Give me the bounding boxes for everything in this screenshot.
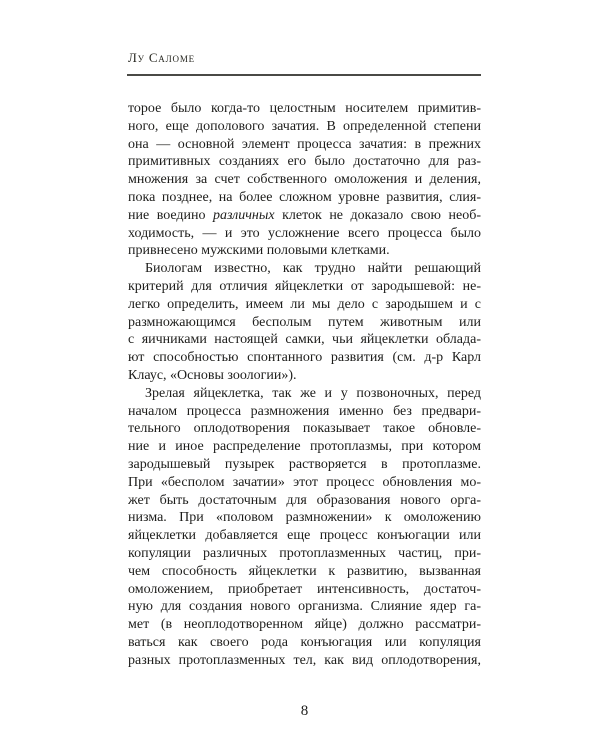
text-segment: При «бесполом зачатии» этот процесс обновления мо-: [128, 474, 481, 490]
text-segment: омоложением, приобретает интенсивность, достаточ-: [128, 581, 481, 597]
text-line: [128, 189, 481, 207]
text-line: [128, 136, 481, 154]
text-segment: копуляции различных протоплазменных частиц, при-: [128, 545, 481, 561]
text-segment: она — основной элемент процесса зачатия: в прежних: [128, 136, 481, 152]
text-line: [128, 242, 481, 260]
text-line: [128, 492, 481, 510]
text-segment: пока позднее, на более сложном уровне развития, слия-: [128, 189, 481, 205]
text-line: [128, 100, 481, 118]
text-segment: легко определить, имеем ли мы дело с зародышем и с: [128, 296, 481, 312]
text-line: [128, 314, 481, 332]
text-line: [128, 456, 481, 474]
text-segment: ют способностью спонтанного развития (см. д-р Карл: [128, 350, 481, 366]
text-line: [128, 225, 481, 243]
text-line: [128, 563, 481, 581]
text-line: [128, 349, 481, 367]
text-segment: Биологам известно, как трудно найти решающий: [145, 261, 481, 277]
text-segment: мет (в неоплодотворенном яйце) должно рассматри-: [128, 617, 481, 633]
header-rule: [127, 74, 481, 76]
text-line: [128, 527, 481, 545]
text-segment: торое было когда-то целостным носителем примитив-: [128, 101, 481, 116]
paragraph: [128, 260, 481, 385]
page-number: 8: [300, 703, 309, 719]
text-segment: началом процесса размножения именно без предвари-: [128, 403, 481, 419]
text-line: [128, 153, 481, 171]
text-segment: клеток не доказало свою необ-: [274, 207, 481, 223]
text-line: [128, 331, 481, 349]
text-segment: критерий для отличия яйцеклетки от зародышевой: не-: [128, 278, 481, 294]
text-line: [128, 634, 481, 652]
text-segment: ние и иное распределение протоплазмы, при котором: [128, 439, 481, 455]
text-line: [128, 420, 481, 438]
text-line: [128, 438, 481, 456]
text-segment: привнесено мужскими половыми клетками.: [128, 243, 390, 259]
text-line: [128, 652, 481, 670]
paragraph: [128, 100, 481, 260]
text-line: [128, 581, 481, 599]
text-line: [128, 509, 481, 527]
text-line: [128, 260, 481, 278]
text-line: [128, 616, 481, 634]
running-header: Лу Саломе: [128, 50, 195, 65]
text-line: [128, 598, 481, 616]
text-line: [128, 385, 481, 403]
text-segment: с яичниками настоящей самки, чьи яйцеклетки облада-: [128, 332, 481, 348]
text-segment: жет быть достаточным для образования нового орга-: [128, 492, 481, 508]
paragraph: [128, 385, 481, 670]
text-segment: разных протоплазменных тел, как вид оплодотворения,: [128, 652, 481, 668]
text-line: [128, 118, 481, 136]
text-segment: примитивных созданиях его было достаточно для раз-: [128, 154, 481, 170]
text-segment: Клаус, «Основы зоологии»).: [128, 367, 297, 383]
text-segment: размножающимся бесполым путем животным или: [128, 314, 481, 330]
text-segment: тельного оплодотворения показывает такое обновле-: [128, 421, 481, 437]
text-line: [128, 545, 481, 563]
text-segment: множения за счет собственного омоложения и деления,: [128, 172, 481, 188]
italic-text: различных: [213, 207, 275, 223]
text-segment: зародышевый пузырек растворяется в протоплазме.: [128, 456, 481, 472]
text-segment: ние воедино: [128, 207, 214, 223]
text-line: [128, 207, 481, 225]
text-line: [128, 296, 481, 314]
text-segment: Зрелая яйцеклетка, так же и у позвоночных, перед: [145, 385, 481, 401]
text-line: [128, 403, 481, 421]
text-line: [128, 367, 481, 385]
text-line: [128, 278, 481, 296]
text-line: [128, 474, 481, 492]
text-segment: ваться как своего рода конъюгация или копуляция: [128, 634, 481, 650]
text-segment: яйцеклетки добавляется еще процесс конъюгации или: [128, 528, 481, 544]
text-segment: ную для создания нового организма. Слияние ядер га-: [128, 599, 481, 615]
text-segment: ного, еще дополового зачатия. В определенной степени: [128, 118, 481, 134]
text-segment: ходимость, — и это усложнение всего процесса было: [128, 225, 481, 241]
text-segment: низма. При «половом размножении» к омоложению: [128, 510, 481, 526]
text-line: [128, 171, 481, 189]
page-body-text: [128, 100, 481, 670]
text-segment: чем способность яйцеклетки к развитию, вызванная: [128, 563, 481, 579]
